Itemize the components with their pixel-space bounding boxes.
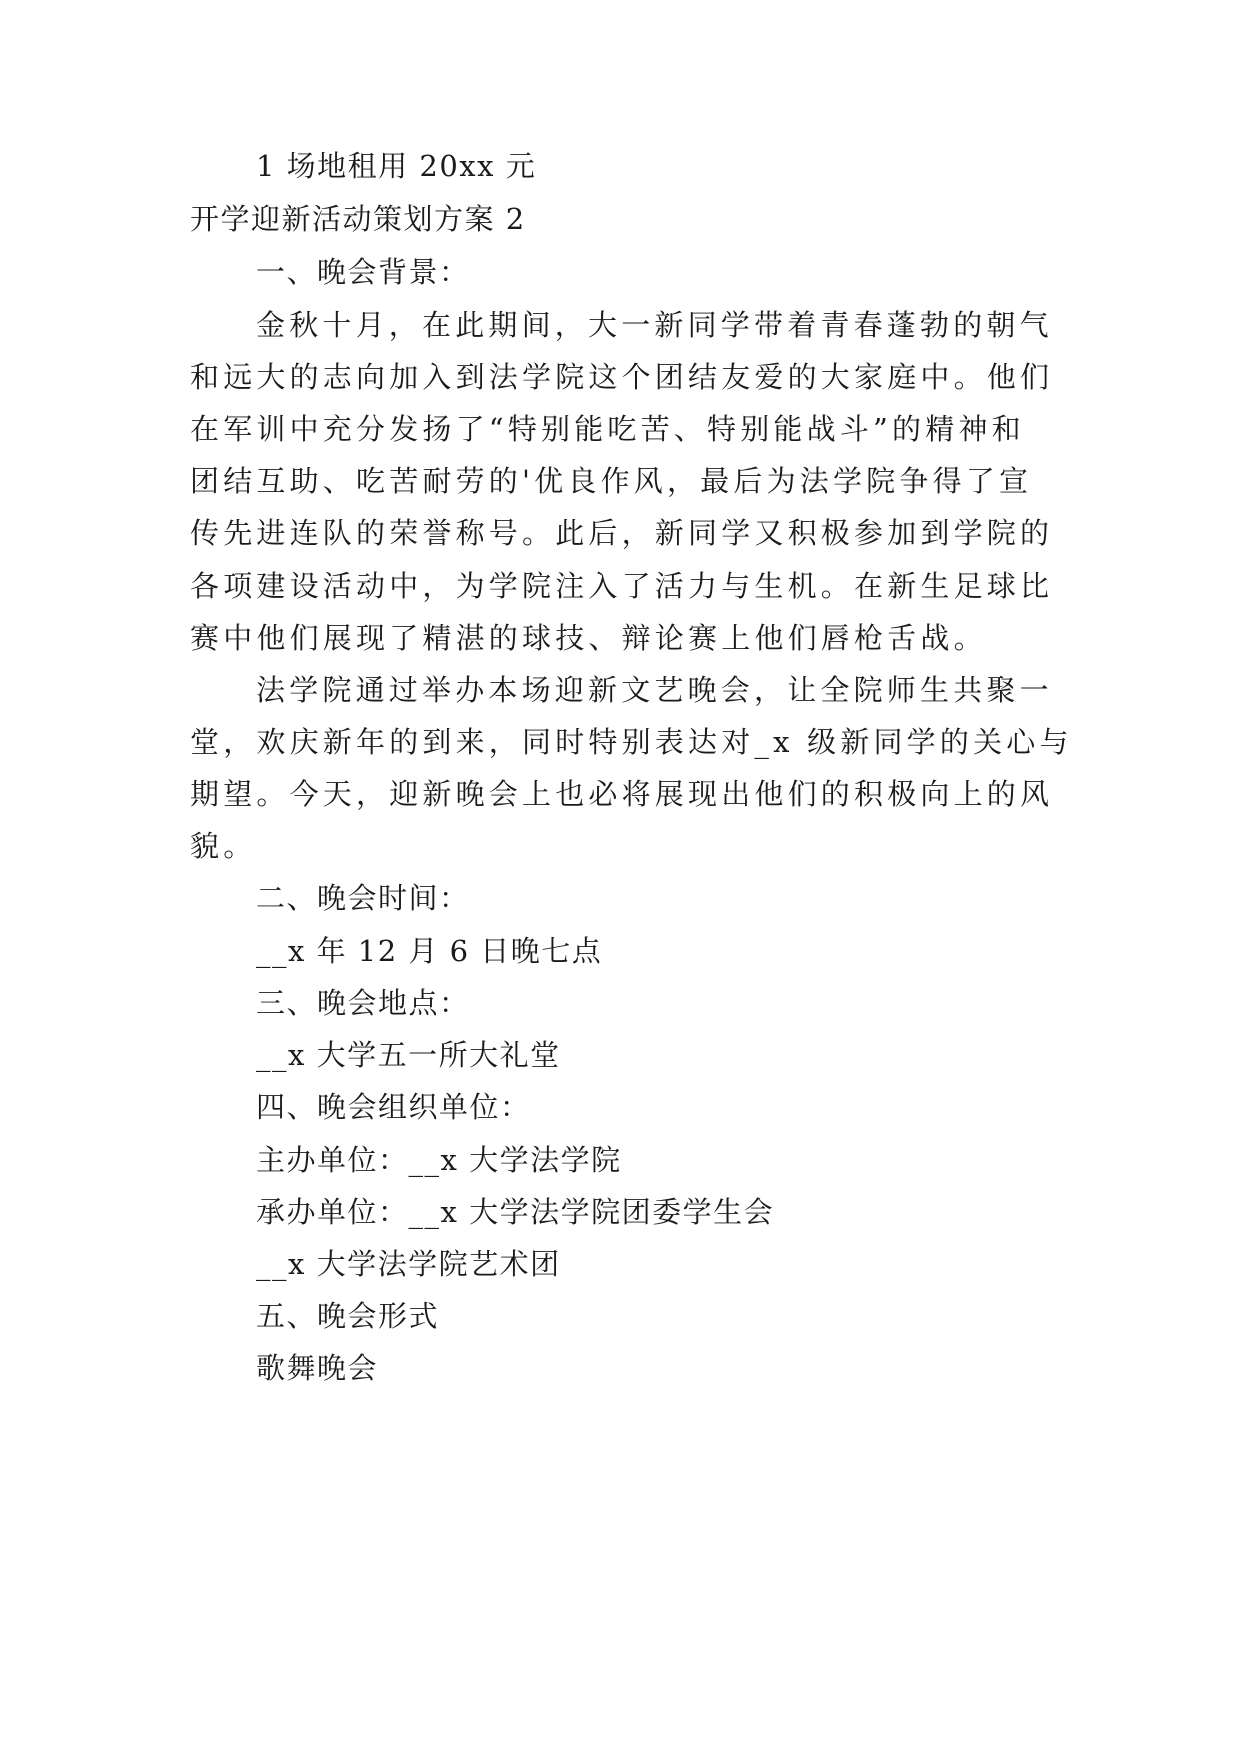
section-heading-location: 三、晚会地点： [256,986,470,1020]
section-heading-background: 一、晚会背景： [256,255,470,289]
paragraph-line: 堂，欢庆新年的到来，同时特别表达对_x 级新同学的关心与 [190,725,1073,759]
paragraph-line: 传先进连队的荣誉称号。此后，新同学又积极参加到学院的 [190,516,1054,550]
event-time: __x 年 12 月 6 日晚七点 [256,934,603,968]
paragraph-line: 和远大的志向加入到法学院这个团结友爱的大家庭中。他们 [190,360,1054,394]
budget-line: 1 场地租用 20xx 元 [256,149,537,183]
paragraph-line: 在军训中充分发扬了“特别能吃苦、特别能战斗”的精神和 [190,412,1025,446]
event-format: 歌舞晚会 [256,1351,379,1385]
paragraph-line: 团结互助、吃苦耐劳的'优良作风，最后为法学院争得了宣 [190,464,1033,498]
art-troupe: __x 大学法学院艺术团 [256,1247,561,1281]
paragraph-line: 貌。 [190,829,257,863]
paragraph-line: 各项建设活动中，为学院注入了活力与生机。在新生足球比 [190,569,1054,603]
section-heading-time: 二、晚会时间： [256,881,470,915]
section-heading-organizers: 四、晚会组织单位： [256,1090,531,1124]
paragraph-line: 法学院通过举办本场迎新文艺晚会，让全院师生共聚一 [256,673,1053,707]
document-title: 开学迎新活动策划方案 2 [190,202,526,236]
event-location: __x 大学五一所大礼堂 [256,1038,561,1072]
paragraph-line: 期望。今天，迎新晚会上也必将展现出他们的积极向上的风 [190,777,1054,811]
section-heading-format: 五、晚会形式 [256,1299,440,1333]
paragraph-line: 金秋十月，在此期间，大一新同学带着青春蓬勃的朝气 [256,308,1053,342]
co-organizer: 承办单位：__x 大学法学院团委学生会 [256,1195,775,1229]
host-organizer: 主办单位：__x 大学法学院 [256,1143,622,1177]
paragraph-line: 赛中他们展现了精湛的球技、辩论赛上他们唇枪舌战。 [190,621,987,655]
